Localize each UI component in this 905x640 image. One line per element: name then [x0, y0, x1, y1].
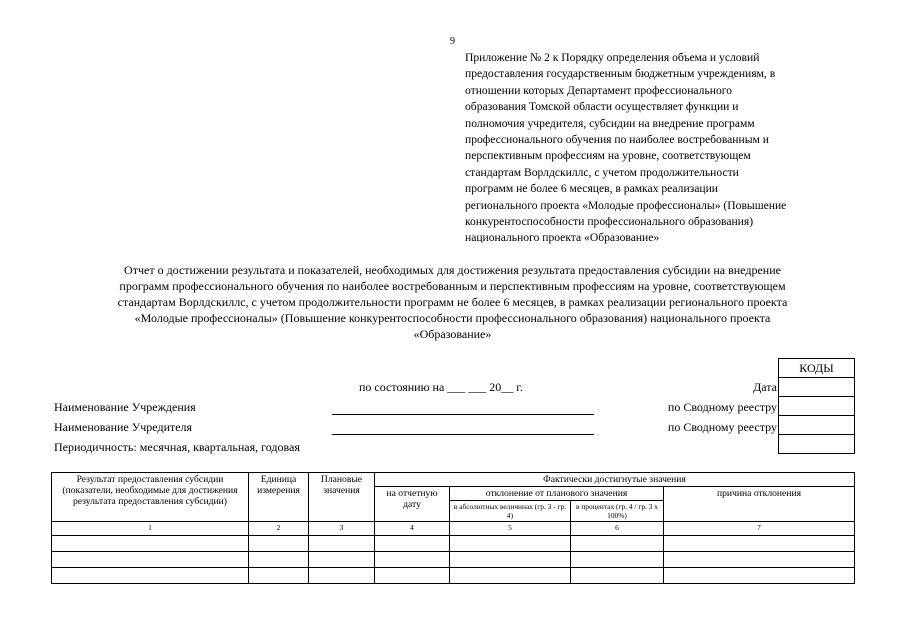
appendix-line: образования Томской области осуществляет функции и — [465, 100, 739, 114]
report-title-line: программ профессионального обучения по наиболее востребованным и перспективным профессиям на уровне, соответствующем — [119, 279, 786, 293]
table-cell[interactable] — [249, 536, 309, 552]
code-periodicity-cell[interactable] — [779, 435, 855, 454]
table-cell[interactable] — [249, 568, 309, 584]
table-cell[interactable] — [309, 552, 375, 568]
column-number: 3 — [309, 522, 375, 536]
table-cell[interactable] — [664, 552, 855, 568]
table-cell[interactable] — [375, 568, 450, 584]
table-row — [52, 536, 855, 552]
column-number: 5 — [450, 522, 571, 536]
header-actual-group: Фактически достигнутые значения — [375, 473, 855, 487]
appendix-line: стандартам Ворлдскиллс, с учетом продолжительности — [465, 165, 739, 179]
table-cell[interactable] — [249, 552, 309, 568]
appendix-line: Приложение № 2 к Порядку определения объема и условий — [465, 51, 760, 64]
report-title — [40, 262, 865, 342]
table-cell[interactable] — [571, 552, 664, 568]
column-number: 1 — [52, 522, 249, 536]
table-cell[interactable] — [450, 552, 571, 568]
founder-label: Наименование Учредителя — [54, 420, 193, 434]
table-cell[interactable] — [571, 536, 664, 552]
date-label: Дата — [753, 380, 777, 394]
table-cell[interactable] — [571, 568, 664, 584]
page-number: 9 — [450, 36, 455, 47]
column-number: 7 — [664, 522, 855, 536]
table-cell[interactable] — [664, 536, 855, 552]
codes-table — [778, 358, 855, 454]
column-number: 4 — [375, 522, 450, 536]
appendix-line: отношении которых Департамент профессионального — [465, 83, 733, 97]
registry-label-2: по Сводному реестру — [667, 420, 777, 434]
table-cell[interactable] — [450, 536, 571, 552]
table-row — [52, 552, 855, 568]
column-number: 2 — [249, 522, 309, 536]
table-cell[interactable] — [309, 568, 375, 584]
appendix-line: предоставления государственным бюджетным учреждениям, в — [465, 67, 776, 81]
table-cell[interactable] — [375, 536, 450, 552]
report-title-line: «Образование» — [413, 327, 492, 341]
header-deviation-percent: в процентах (гр. 4 / гр. 3 x 100%) — [571, 501, 664, 522]
appendix-line: программ не более 6 месяцев, в рамках реализации — [465, 182, 719, 196]
header-deviation-absolute: в абсолютных величинах (гр. 3 - гр. 4) — [450, 501, 571, 522]
institution-label: Наименование Учреждения — [54, 400, 196, 414]
as-of-date: по состоянию на ___ ___ 20__ г. — [359, 380, 523, 394]
appendix-line: конкурентоспособности профессионального образования) — [465, 215, 754, 229]
founder-field[interactable] — [332, 421, 594, 435]
codes-title: КОДЫ — [779, 359, 855, 378]
header-reason: причина отклонения — [664, 487, 855, 522]
table-cell[interactable] — [664, 568, 855, 584]
report-title-line: Отчет о достижении результата и показателей, необходимых для достижения результата предоставления субсидии на внедрение — [124, 263, 781, 277]
appendix-line: профессионального обучения по наиболее востребованным и — [465, 133, 769, 147]
appendix-line: регионального проекта «Молодые профессионалы» (Повышение — [465, 198, 787, 212]
registry-label-1: по Сводному реестру — [667, 400, 777, 414]
appendix-reference — [465, 50, 853, 247]
table-cell[interactable] — [309, 536, 375, 552]
institution-field[interactable] — [332, 401, 594, 415]
table-cell[interactable] — [450, 568, 571, 584]
column-number: 6 — [571, 522, 664, 536]
report-title-line: «Молодые профессионалы» (Повышение конкурентоспособности профессионального образования) национального проекта — [134, 311, 771, 325]
code-date-cell[interactable] — [779, 378, 855, 397]
header-result: Результат предоставления субсидии (показатели, необходимые для достижения результата предоставления субсидии) — [52, 473, 249, 522]
table-row — [52, 568, 855, 584]
appendix-line: перспективным профессиям на уровне, соответствующем — [465, 149, 751, 163]
table-cell[interactable] — [52, 536, 249, 552]
header-unit: Единица измерения — [249, 473, 309, 522]
header-report-date: на отчетную дату — [375, 487, 450, 522]
code-registry-cell-1[interactable] — [779, 397, 855, 416]
table-cell[interactable] — [52, 568, 249, 584]
periodicity-label: Периодичность: месячная, квартальная, годовая — [54, 440, 300, 454]
appendix-line: полномочия учредителя, субсидии на внедрение программ — [465, 116, 755, 130]
header-deviation-group: отклонение от планового значения — [450, 487, 664, 501]
table-cell[interactable] — [52, 552, 249, 568]
results-table — [51, 472, 855, 584]
header-planned: Плановые значения — [309, 473, 375, 522]
table-cell[interactable] — [375, 552, 450, 568]
appendix-line: национального проекта «Образование» — [465, 231, 660, 245]
report-title-line: стандартам Ворлдскиллс, с учетом продолжительности программ не более 6 месяцев, в рамках реализации регионального проекта — [117, 295, 788, 309]
code-registry-cell-2[interactable] — [779, 416, 855, 435]
